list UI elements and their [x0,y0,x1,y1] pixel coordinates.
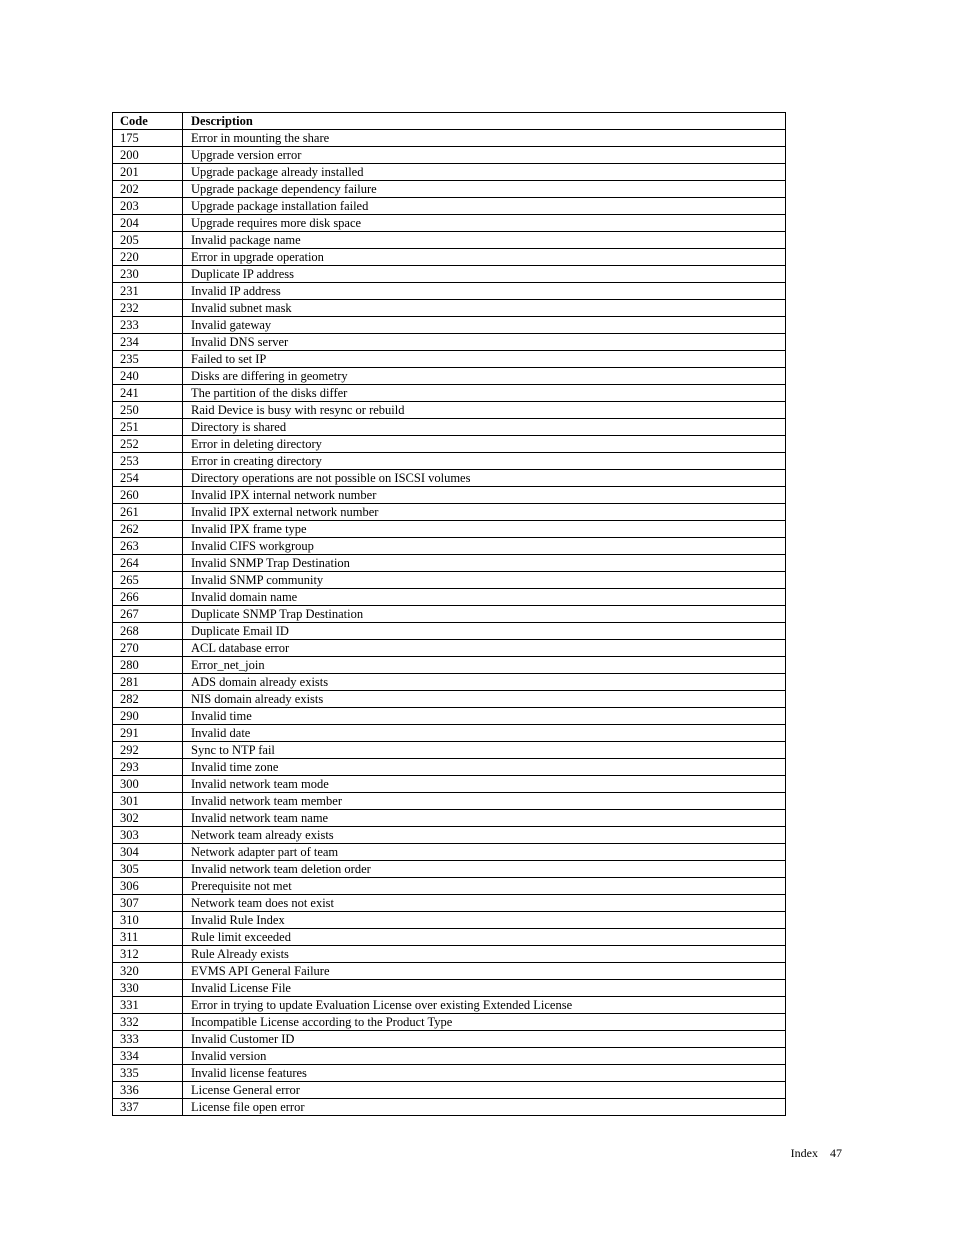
table-row [113,1031,786,1048]
table-row [113,810,786,827]
table-row [113,504,786,521]
description-cell: Error in mounting the share [183,130,786,147]
code-cell: 250 [113,402,183,419]
table-header-row [113,113,786,130]
code-cell: 270 [113,640,183,657]
table-row [113,572,786,589]
code-cell: 312 [113,946,183,963]
code-cell: 233 [113,317,183,334]
table-row [113,130,786,147]
code-cell: 230 [113,266,183,283]
description-cell: Invalid package name [183,232,786,249]
code-cell: 311 [113,929,183,946]
code-cell: 260 [113,487,183,504]
table-row [113,385,786,402]
description-cell: ACL database error [183,640,786,657]
description-cell: Network team already exists [183,827,786,844]
description-cell: Upgrade version error [183,147,786,164]
table-row [113,1014,786,1031]
code-cell: 200 [113,147,183,164]
table-row [113,1082,786,1099]
code-cell: 235 [113,351,183,368]
table-row [113,1099,786,1116]
table-row [113,929,786,946]
table-row [113,759,786,776]
description-cell: Upgrade package dependency failure [183,181,786,198]
table-row [113,878,786,895]
code-cell: 202 [113,181,183,198]
description-cell: Directory is shared [183,419,786,436]
description-cell: Invalid network team deletion order [183,861,786,878]
table-row [113,181,786,198]
table-body [113,130,786,1116]
table-row [113,742,786,759]
table-row [113,368,786,385]
description-cell: Prerequisite not met [183,878,786,895]
code-cell: 253 [113,453,183,470]
description-cell: Invalid network team member [183,793,786,810]
description-cell: Invalid IP address [183,283,786,300]
description-cell: Upgrade package installation failed [183,198,786,215]
code-cell: 254 [113,470,183,487]
table-row [113,300,786,317]
description-cell: Failed to set IP [183,351,786,368]
code-cell: 292 [113,742,183,759]
code-cell: 281 [113,674,183,691]
code-cell: 304 [113,844,183,861]
description-cell: Network adapter part of team [183,844,786,861]
description-cell: Invalid subnet mask [183,300,786,317]
description-cell: Duplicate IP address [183,266,786,283]
description-cell: Error in upgrade operation [183,249,786,266]
table-row [113,470,786,487]
table-row [113,317,786,334]
table-row [113,691,786,708]
description-cell: License General error [183,1082,786,1099]
code-cell: 220 [113,249,183,266]
code-cell: 252 [113,436,183,453]
code-cell: 310 [113,912,183,929]
description-cell: Disks are differing in geometry [183,368,786,385]
description-cell: Invalid date [183,725,786,742]
description-cell: Invalid gateway [183,317,786,334]
table-row [113,623,786,640]
error-codes-table [112,112,786,1116]
code-cell: 175 [113,130,183,147]
description-cell: Invalid license features [183,1065,786,1082]
description-cell: Upgrade requires more disk space [183,215,786,232]
table-row [113,725,786,742]
table-row [113,606,786,623]
description-cell: Duplicate SNMP Trap Destination [183,606,786,623]
code-cell: 204 [113,215,183,232]
code-cell: 336 [113,1082,183,1099]
code-cell: 290 [113,708,183,725]
description-cell: Invalid DNS server [183,334,786,351]
table-row [113,861,786,878]
code-cell: 263 [113,538,183,555]
table-row [113,436,786,453]
code-cell: 337 [113,1099,183,1116]
table-row [113,487,786,504]
code-cell: 334 [113,1048,183,1065]
description-cell: EVMS API General Failure [183,963,786,980]
description-cell: Invalid network team mode [183,776,786,793]
description-cell: Network team does not exist [183,895,786,912]
table-row [113,521,786,538]
description-cell: NIS domain already exists [183,691,786,708]
description-cell: License file open error [183,1099,786,1116]
table-row [113,198,786,215]
table-row [113,351,786,368]
description-cell: Invalid IPX frame type [183,521,786,538]
table-row [113,895,786,912]
table-row [113,1048,786,1065]
code-cell: 301 [113,793,183,810]
code-cell: 293 [113,759,183,776]
code-cell: 305 [113,861,183,878]
description-cell: Duplicate Email ID [183,623,786,640]
description-cell: Error in deleting directory [183,436,786,453]
description-cell: The partition of the disks differ [183,385,786,402]
code-cell: 300 [113,776,183,793]
code-cell: 330 [113,980,183,997]
table-row [113,827,786,844]
code-cell: 306 [113,878,183,895]
code-cell: 267 [113,606,183,623]
code-cell: 303 [113,827,183,844]
table-row [113,249,786,266]
description-cell: Directory operations are not possible on ISCSI volumes [183,470,786,487]
table-row [113,215,786,232]
description-cell: Error_net_join [183,657,786,674]
code-cell: 234 [113,334,183,351]
code-cell: 205 [113,232,183,249]
code-cell: 264 [113,555,183,572]
code-cell: 335 [113,1065,183,1082]
description-cell: Invalid SNMP Trap Destination [183,555,786,572]
column-header-code: Code [113,113,183,130]
description-cell: Rule Already exists [183,946,786,963]
code-cell: 268 [113,623,183,640]
table-row [113,997,786,1014]
table-row [113,708,786,725]
code-cell: 241 [113,385,183,402]
column-header-description: Description [183,113,786,130]
description-cell: Invalid network team name [183,810,786,827]
code-cell: 232 [113,300,183,317]
description-cell: Error in creating directory [183,453,786,470]
description-cell: Raid Device is busy with resync or rebuild [183,402,786,419]
table-row [113,589,786,606]
code-cell: 333 [113,1031,183,1048]
table-row [113,776,786,793]
table-row [113,980,786,997]
description-cell: Invalid CIFS workgroup [183,538,786,555]
table-row [113,640,786,657]
table-row [113,147,786,164]
code-cell: 282 [113,691,183,708]
description-cell: Error in trying to update Evaluation License over existing Extended License [183,997,786,1014]
page-footer [791,1146,842,1161]
table-row [113,674,786,691]
code-cell: 261 [113,504,183,521]
description-cell: Invalid time zone [183,759,786,776]
description-cell: Rule limit exceeded [183,929,786,946]
description-cell: Invalid domain name [183,589,786,606]
code-cell: 302 [113,810,183,827]
code-cell: 320 [113,963,183,980]
description-cell: Invalid SNMP community [183,572,786,589]
code-cell: 307 [113,895,183,912]
description-cell: ADS domain already exists [183,674,786,691]
table-row [113,963,786,980]
code-cell: 203 [113,198,183,215]
table-row [113,657,786,674]
table-row [113,334,786,351]
page-number: 47 [830,1146,842,1160]
code-cell: 262 [113,521,183,538]
description-cell: Invalid version [183,1048,786,1065]
table-row [113,844,786,861]
code-cell: 291 [113,725,183,742]
description-cell: Invalid License File [183,980,786,997]
code-cell: 280 [113,657,183,674]
table-row [113,402,786,419]
table-row [113,912,786,929]
table-row [113,946,786,963]
description-cell: Invalid Customer ID [183,1031,786,1048]
code-cell: 251 [113,419,183,436]
description-cell: Upgrade package already installed [183,164,786,181]
description-cell: Invalid Rule Index [183,912,786,929]
code-cell: 331 [113,997,183,1014]
code-cell: 265 [113,572,183,589]
description-cell: Incompatible License according to the Product Type [183,1014,786,1031]
footer-section-label: Index [790,1146,818,1160]
table-row [113,266,786,283]
table-row [113,793,786,810]
table-row [113,1065,786,1082]
table-row [113,538,786,555]
table-row [113,164,786,181]
description-cell: Invalid IPX internal network number [183,487,786,504]
description-cell: Sync to NTP fail [183,742,786,759]
description-cell: Invalid time [183,708,786,725]
code-cell: 240 [113,368,183,385]
code-cell: 266 [113,589,183,606]
code-cell: 201 [113,164,183,181]
code-cell: 332 [113,1014,183,1031]
table-row [113,419,786,436]
description-cell: Invalid IPX external network number [183,504,786,521]
table-row [113,555,786,572]
table-row [113,283,786,300]
code-cell: 231 [113,283,183,300]
table-row [113,232,786,249]
table-row [113,453,786,470]
